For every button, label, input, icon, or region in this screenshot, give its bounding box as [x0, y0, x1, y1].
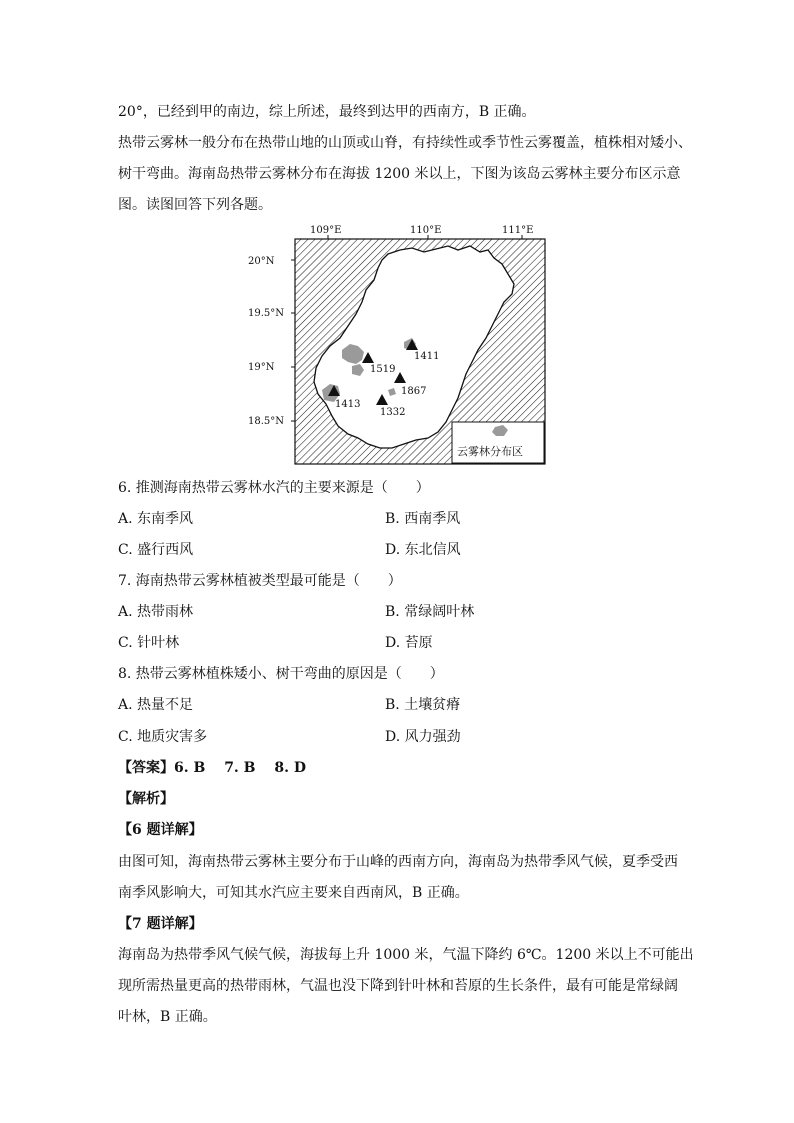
q8-option-a: A. 热量不足 [118, 697, 194, 713]
question-6-stem: 6. 推测海南热带云雾林水汽的主要来源是（ ） [118, 480, 430, 496]
detail-7-heading: 【7 题详解】 [118, 916, 203, 932]
hainan-cloud-forest-map [240, 222, 560, 467]
q7-option-d: D. 苔原 [385, 635, 433, 651]
detail-6-line: 南季风影响大，可知其水汽应主要来自西南风，B 正确。 [118, 885, 469, 901]
lon-label-109: 109°E [310, 225, 342, 236]
intro-paragraph-line: 树干弯曲。海南岛热带云雾林分布在海拔 1200 米以上，下图为该岛云雾林主要分布区示意 [118, 166, 681, 182]
peak-label-1519: 1519 [370, 364, 396, 375]
lon-label-111: 111°E [502, 225, 534, 236]
q7-option-a: A. 热带雨林 [118, 604, 194, 620]
detail-7-line: 现所需热量更高的热带雨林，气温也没下降到针叶林和苔原的生长条件，最有可能是常绿阔 [118, 978, 678, 994]
legend-label: 云雾林分布区 [457, 445, 523, 458]
lat-label-20: 20°N [248, 256, 275, 267]
lat-label-19: 19°N [248, 362, 275, 373]
peak-label-1413: 1413 [335, 399, 361, 410]
question-8-stem: 8. 热带云雾林植株矮小、树干弯曲的原因是（ ） [118, 666, 444, 682]
analysis-heading: 【解析】 [118, 791, 174, 807]
lon-label-110: 110°E [410, 225, 442, 236]
q8-option-c: C. 地质灾害多 [118, 729, 208, 745]
q6-option-b: B. 西南季风 [385, 511, 461, 527]
lat-label-19-5: 19.5°N [248, 308, 285, 319]
peak-label-1867: 1867 [401, 386, 427, 397]
q6-option-a: A. 东南季风 [118, 511, 194, 527]
detail-7-line: 海南岛为热带季风气候气候，海拔每上升 1000 米，气温下降约 6℃。1200 米以上不可能出 [118, 947, 694, 963]
map-svg [240, 222, 560, 467]
q6-option-d: D. 东北信风 [385, 542, 461, 558]
intro-paragraph-line: 图。读图回答下列各题。 [118, 197, 272, 213]
peak-label-1332: 1332 [380, 407, 406, 418]
detail-6-heading: 【6 题详解】 [118, 822, 203, 838]
q8-option-d: D. 风力强劲 [385, 729, 461, 745]
detail-7-line: 叶林，B 正确。 [118, 1009, 217, 1025]
peak-label-1411: 1411 [414, 351, 440, 362]
q6-option-c: C. 盛行西风 [118, 542, 194, 558]
q7-option-c: C. 针叶林 [118, 635, 180, 651]
intro-paragraph-line: 热带云雾林一般分布在热带山地的山顶或山脊，有持续性或季节性云雾覆盖，植株相对矮小、 [118, 135, 692, 151]
q7-option-b: B. 常绿阔叶林 [385, 604, 475, 620]
lat-label-18-5: 18.5°N [248, 416, 285, 427]
q8-option-b: B. 土壤贫瘠 [385, 697, 461, 713]
detail-6-line: 由图可知，海南热带云雾林主要分布于山峰的西南方向，海南岛为热带季风气候，夏季受西 [118, 854, 678, 870]
answer-line: 【答案】6. B 7. B 8. D [118, 760, 307, 776]
intro-line: 20°，已经到甲的南边，综上所述，最终到达甲的西南方，B 正确。 [118, 104, 536, 120]
question-7-stem: 7. 海南热带云雾林植被类型最可能是（ ） [118, 573, 402, 589]
